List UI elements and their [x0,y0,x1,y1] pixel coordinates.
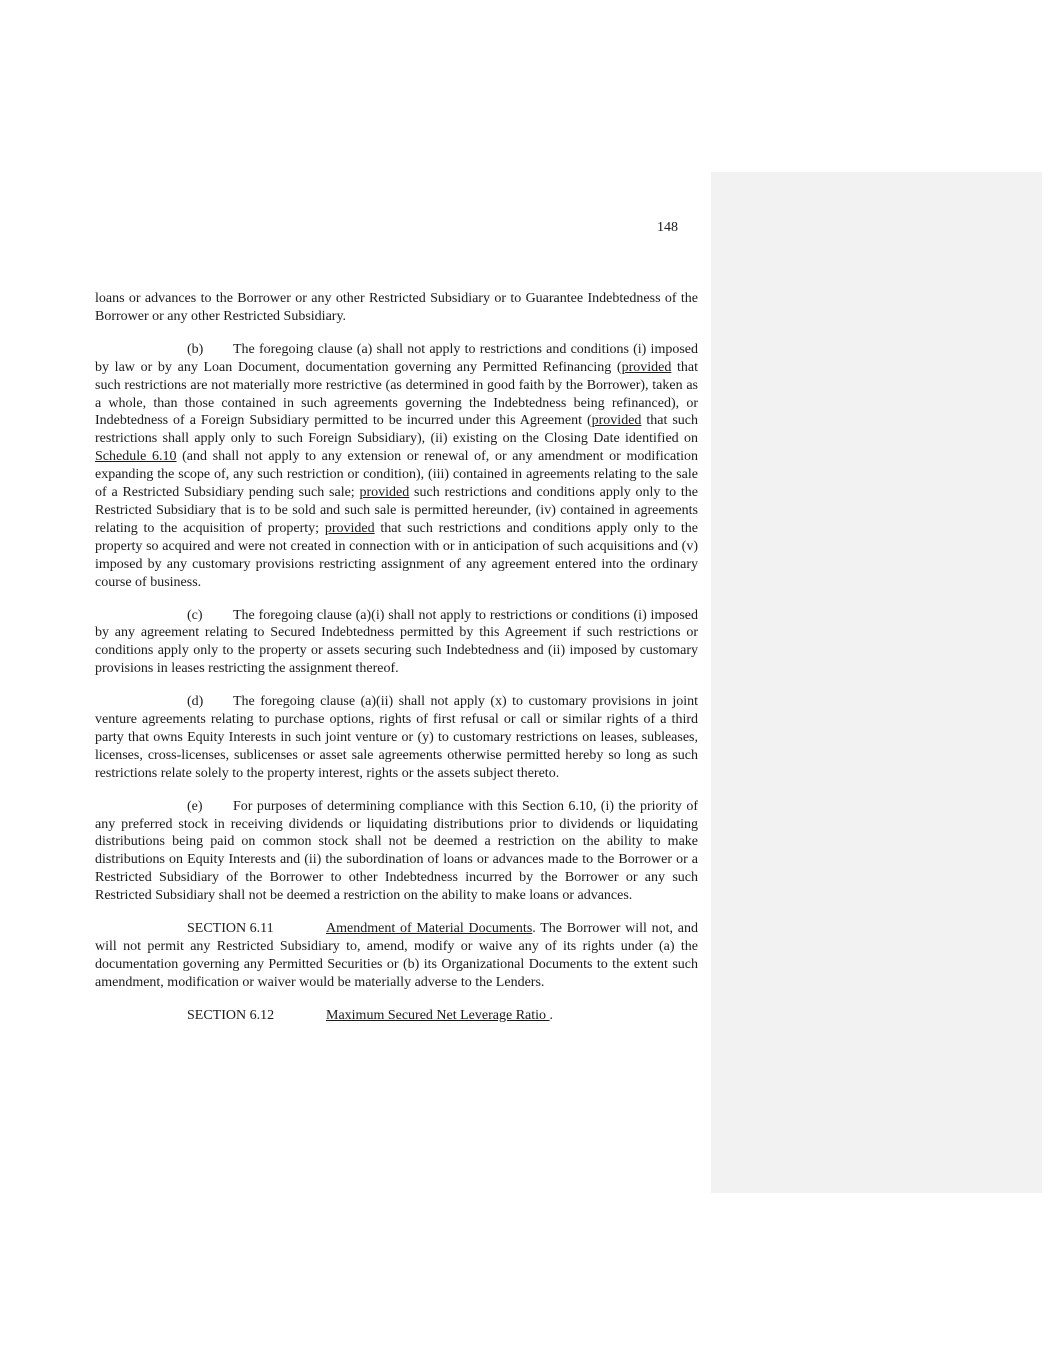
section-number: SECTION 6.11 [187,921,274,937]
section-number: SECTION 6.12 [187,1007,275,1023]
section-title: Amendment of Material Documents [326,921,533,937]
clause-label-c: (c) [187,607,203,623]
paragraph-e: (e) For purposes of determining compliance with this Section 6.10, (i) the priority of any preferred stock in receiving dividends or liquidating distributions prior to dividends or liquidating distributions being paid on common stock shall not be deemed a restriction on the ability to make distributions on Equity Interests and (ii) the subordination of loans or advances made to the Borrower or a Restricted Subsidiary of the Borrower to other Indebtedness incurred by the Borrower or any such Restricted Subsidiary shall not be deemed a restriction on the ability to make loans or advances. [95,798,698,904]
section-title: Maximum Secured Net Leverage Ratio [326,1007,550,1023]
comment-pane [711,172,1042,1193]
document-body [95,290,698,1040]
provided-term: provided [359,485,410,501]
provided-term: provided [591,413,642,429]
clause-label-b: (b) [187,341,204,357]
paragraph-b: (b) The foregoing clause (a) shall not apply to restrictions and conditions (i) imposed by law or by any Loan Document, documentation governing any Permitted Refinancing (provided that such restrictions are not materially more restrictive (as determined in good faith by the Borrower), taken as a whole, than those contained in such agreements governing the Indebtedness being refinanced), or Indebtedness of a Foreign Subsidiary permitted to be incurred under this Agreement (provided that such restrictions shall apply only to such Foreign Subsidiary), (ii) existing on the Closing Date identified on Schedule 6.10 (and shall not apply to any extension or renewal of, or any amendment or modification expanding the scope of, any such restriction or condition), (iii) contained in agreements relating to the sale of a Restricted Subsidiary pending such sale; provided such restrictions and conditions apply only to the Restricted Subsidiary that is to be sold and such sale is permitted hereunder, (iv) contained in agreements relating to the acquisition of property; provided that such restrictions and conditions apply only to the property so acquired and were not created in connection with or in anticipation of such acquisitions and (v) imposed by any customary provisions restricting assignment of any agreement entered into the ordinary course of business. [95,341,699,590]
clause-label-e: (e) [187,798,203,814]
section-6-11: SECTION 6.11 Amendment of Material Documents. The Borrower will not, and will not permit any Restricted Subsidiary to, amend, modify or waive any of its rights under (a) the documentation governing any Permitted Securities or (b) its Organizational Documents to the extent such amendment, modification or waiver would be materially adverse to the Lenders. [95,921,698,990]
paragraph-c: (c) The foregoing clause (a)(i) shall not apply to restrictions or conditions (i) imposed by any agreement relating to Secured Indebtedness permitted by this Agreement if such restrictions or conditions apply only to the property or assets securing such Indebtedness and (ii) imposed by customary provisions in leases restricting the assignment thereof. [95,607,698,677]
paragraph-d: (d) The foregoing clause (a)(ii) shall not apply (x) to customary provisions in joint venture agreements relating to purchase options, rights of first refusal or call or similar rights of a third party that owns Equity Interests in such joint venture or (y) to customary restrictions on leases, subleases, licenses, cross-licenses, sublicenses or asset sale agreements otherwise permitted hereby so long as such restrictions relate solely to the property interest, rights or the assets subject thereto. [95,694,698,781]
clause-label-d: (d) [187,694,204,710]
provided-term: provided [324,520,375,536]
provided-term: provided [621,359,672,375]
section-6-12: SECTION 6.12 Maximum Secured Net Leverage Ratio . [187,1007,554,1023]
schedule-reference: Schedule 6.10 [95,449,177,465]
paragraph-continuation: loans or advances to the Borrower or any other Restricted Subsidiary or to Guarantee Indebtedness of the Borrower or any other Restricted Subsidiary. [95,291,698,324]
page-number: 148 [657,220,678,235]
